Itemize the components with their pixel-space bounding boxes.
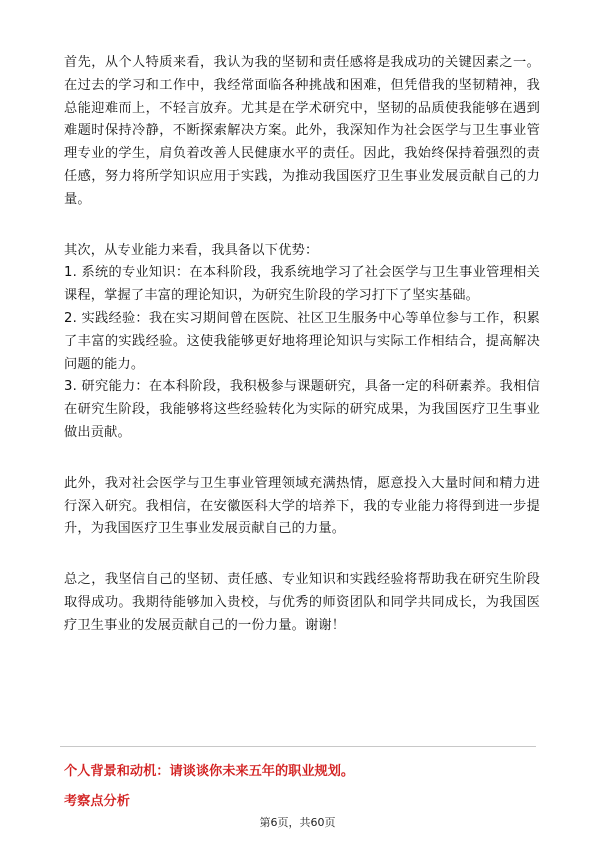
paragraph-professional-intro: 其次，从专业能力来看，我具备以下优势： [64,242,319,258]
paragraph-conclusion: 总之，我坚信自己的坚韧、责任感、专业知识和实践经验将帮助我在研究生阶段取得成功。我期待能够加入贵校，与优秀的师资团队和同学共同成长，为我国医疗卫生事业的发展贡献自己的一份力量。谢谢！ [64,572,540,633]
section-divider [60,746,536,747]
interview-question: 个人背景和动机：请谈谈你未来五年的职业规划。 [64,764,355,779]
list-item-knowledge: 1. 系统的专业知识：在本科阶段，我系统地学习了社会医学与卫生事业管理相关课程，掌握了丰富的理论知识，为研究生阶段的学习打下了坚实基础。 [64,265,540,304]
paragraph-passion: 此外，我对社会医学与卫生事业管理领域充满热情，愿意投入大量时间和精力进行深入研究。我相信，在安徽医科大学的培养下，我的专业能力将得到进一步提升，为我国医疗卫生事业发展贡献自己的力量。 [64,475,540,537]
page-number: 第6页，共60页 [259,816,336,829]
answer-body [64,52,540,638]
analysis-heading: 考察点分析 [64,794,130,809]
list-item-practice: 2. 实践经验：我在实习期间曾在医院、社区卫生服务中心等单位参与工作，积累了丰富的实践经验。这使我能够更好地将理论知识与实际工作相结合，提高解决问题的能力。 [64,310,540,372]
paragraph-personal-traits: 首先，从个人特质来看，我认为我的坚韧和责任感将是我成功的关键因素之一。在过去的学习和工作中，我经常面临各种挑战和困难，但凭借我的坚韧精神，我总能迎难而上，不轻言放弃。尤其是在学术研究中，坚韧的品质使我能够在遇到难题时保持冷静，不断探索解决方案。此外，我深知作为社会医学与卫生事业管理专业的学生，肩负着改善人民健康水平的责任。因此，我始终保持着强烈的责任感，努力将所学知识应用于实践，为推动我国医疗卫生事业发展贡献自己的力量。 [64,55,540,207]
list-item-research: 3. 研究能力：在本科阶段，我积极参与课题研究，具备一定的科研素养。我相信在研究生阶段，我能够将这些经验转化为实际的研究成果，为我国医疗卫生事业做出贡献。 [64,379,540,440]
